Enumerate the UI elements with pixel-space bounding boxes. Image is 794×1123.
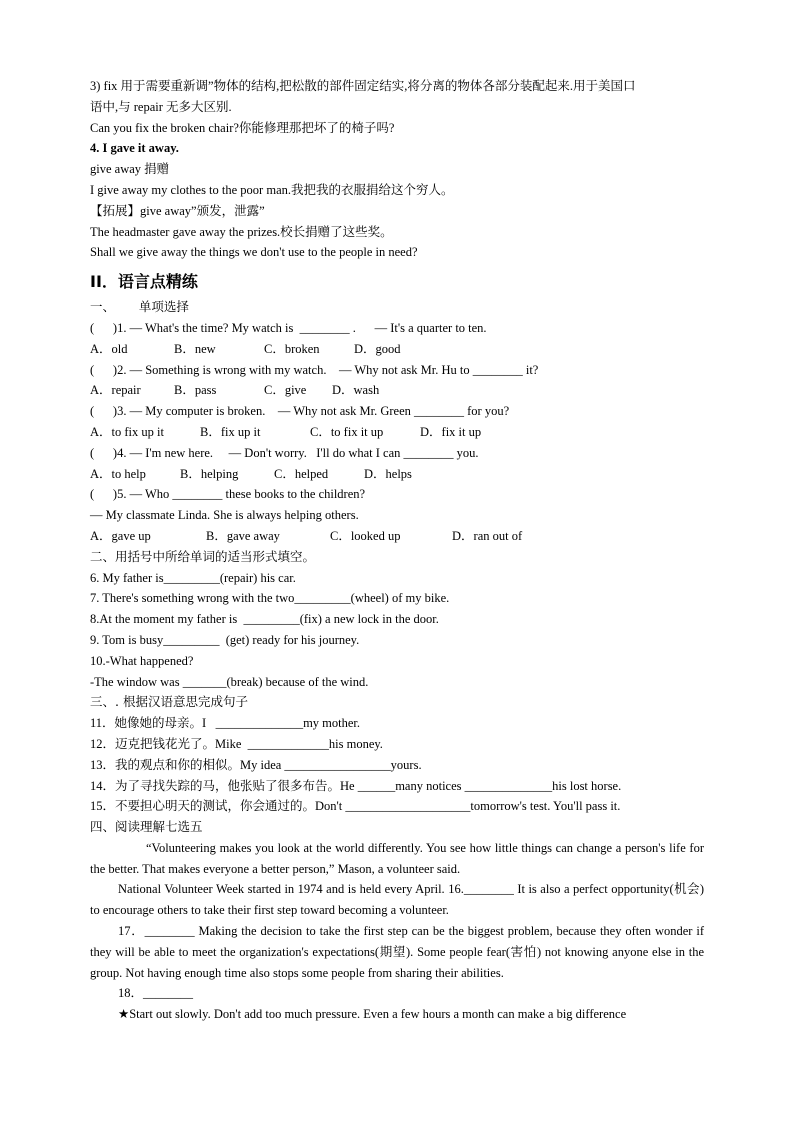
option-c: C．to fix it up bbox=[310, 424, 384, 439]
question-5-answer-line: — My classmate Linda. She is always helping others. bbox=[90, 508, 359, 523]
option-b: B．pass bbox=[174, 383, 217, 398]
note-line-6: I give away my clothes to the poor man.我把我的衣服捐给这个穷人。 bbox=[90, 182, 454, 197]
question-4-options bbox=[90, 464, 704, 485]
option-a: A．to fix up it bbox=[90, 424, 164, 439]
note-line-2: 语中,与 repair 无多大区别. bbox=[90, 99, 232, 114]
section-2-title: II．语言点精练 bbox=[90, 272, 198, 292]
question-6: 6. My father is_________(repair) his car. bbox=[90, 570, 296, 585]
note-line-7: 【拓展】give away”颁发，泄露” bbox=[90, 203, 265, 218]
option-d: D．good bbox=[354, 341, 401, 356]
option-d: D．ran out of bbox=[452, 528, 523, 543]
option-b: B．fix up it bbox=[200, 424, 261, 439]
option-a: A．to help bbox=[90, 466, 146, 481]
note-heading-4: 4. I gave it away. bbox=[90, 141, 179, 156]
option-b: B．new bbox=[174, 341, 216, 356]
question-3: ( )3. — My computer is broken. — Why not ask Mr. Green ________ for you? bbox=[90, 404, 510, 419]
option-c: C．looked up bbox=[330, 528, 401, 543]
option-a: A．gave up bbox=[90, 528, 151, 543]
question-15: 15．不要担心明天的测试，你会通过的。Don't ____________________tomorrow's test. You'll pass it. bbox=[90, 799, 621, 814]
part-3-title: 三、. 根据汉语意思完成句子 bbox=[90, 694, 248, 710]
note-line-1: 3) fix 用于需要重新调”物体的结构,把松散的部件固定结实,将分离的物体各部分装配起来.用于美国口 bbox=[90, 79, 636, 93]
option-d: D．wash bbox=[332, 383, 380, 398]
question-2: ( )2. — Something is wrong with my watch. — Why not ask Mr. Hu to ________ it? bbox=[90, 362, 539, 377]
option-c: C．give bbox=[264, 383, 307, 398]
part-1-title: 一、 单项选择 bbox=[90, 299, 189, 315]
question-12: 12．迈克把钱花光了。Mike _____________his money. bbox=[90, 736, 383, 751]
question-14: 14．为了寻找失踪的马，他张贴了很多布告。He ______many notices ______________his lost horse. bbox=[90, 778, 622, 793]
question-1-options bbox=[90, 339, 704, 360]
note-line-3: Can you fix the broken chair?你能修理那把坏了的椅子吗? bbox=[90, 120, 395, 135]
part-4-title: 四、阅读理解七选五 bbox=[90, 819, 203, 835]
reading-paragraph-5: ★Start out slowly. Don't add too much pressure. Even a few hours a month can make a big difference bbox=[118, 1007, 627, 1022]
question-10-line-2: -The window was _______(break) because of the wind. bbox=[90, 674, 369, 689]
option-d: D．fix it up bbox=[420, 424, 482, 439]
note-line-8: The headmaster gave away the prizes.校长捐赠了这些奖。 bbox=[90, 224, 393, 239]
question-5-options bbox=[90, 526, 704, 547]
question-13: 13．我的观点和你的相似。My idea _________________yours. bbox=[90, 757, 422, 772]
worksheet-page bbox=[90, 76, 704, 1025]
reading-paragraph-1: “Volunteering makes you look at the world differently. You see how little things can change a person's life for the better. That makes everyone a better person,” Mason, a volunteer said. bbox=[90, 840, 704, 876]
question-5: ( )5. — Who ________ these books to the children? bbox=[90, 487, 366, 502]
question-9: 9. Tom is busy_________ (get) ready for his journey. bbox=[90, 632, 360, 647]
question-4: ( )4. — I'm new here. — Don't worry. I'll do what I can ________ you. bbox=[90, 445, 479, 460]
question-2-options bbox=[90, 380, 704, 401]
option-b: B．helping bbox=[180, 466, 239, 481]
question-10: 10.-What happened? bbox=[90, 653, 194, 668]
question-3-options bbox=[90, 422, 704, 443]
option-d: D．helps bbox=[364, 466, 412, 481]
option-b: B．gave away bbox=[206, 528, 280, 543]
option-c: C．helped bbox=[274, 466, 329, 481]
option-a: A．repair bbox=[90, 383, 141, 398]
reading-paragraph-2: National Volunteer Week started in 1974 and is held every April. 16.________ It is also a perfect opportunity(机会) to encourage others to take their first step toward becoming a volunteer. bbox=[90, 882, 704, 918]
note-line-5: give away 捐赠 bbox=[90, 162, 170, 177]
question-11: 11．她像她的母亲。I ______________my mother. bbox=[90, 716, 361, 731]
part-2-title: 二、用括号中所给单词的适当形式填空。 bbox=[90, 548, 316, 564]
option-c: C．broken bbox=[264, 341, 320, 356]
question-8: 8.At the moment my father is _________(fix) a new lock in the door. bbox=[90, 612, 439, 627]
reading-blank-18: 18．________ bbox=[118, 986, 194, 1001]
note-line-9: Shall we give away the things we don't use to the people in need? bbox=[90, 245, 418, 260]
reading-paragraph-3: 17．________ Making the decision to take the first step can be the biggest problem, because they often wonder if they will be able to meet the organization's expectations(期望). Some people fear(害怕) not knowing anyone else in the group. Not having enough time also stops some people from sharing their abilities. bbox=[90, 924, 704, 980]
option-a: A．old bbox=[90, 341, 128, 356]
question-1: ( )1. — What's the time? My watch is ________ . — It's a quarter to ten. bbox=[90, 320, 487, 335]
question-7: 7. There's something wrong with the two_________(wheel) of my bike. bbox=[90, 591, 450, 606]
